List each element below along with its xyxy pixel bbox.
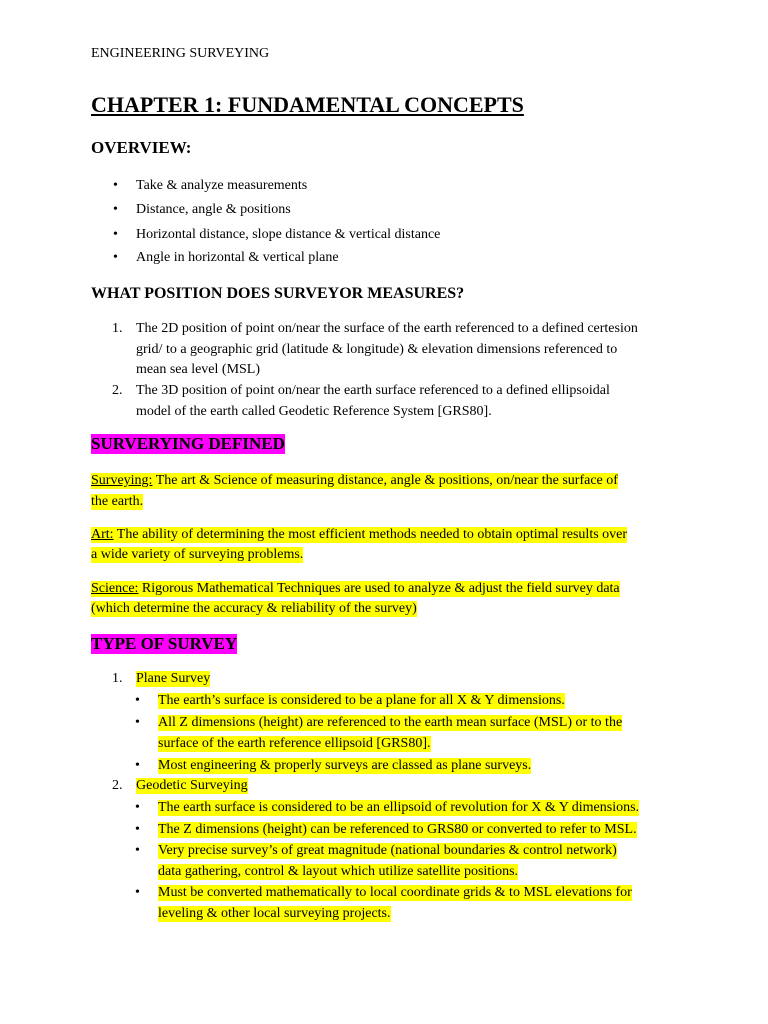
- chapter-title: CHAPTER 1: FUNDAMENTAL CONCEPTS: [91, 92, 524, 117]
- overview-item: • Take & analyze measurements: [136, 178, 307, 194]
- position-item-line: The 3D position of point on/near the earth surface referenced to a defined ellipsoidal: [136, 383, 610, 398]
- type-number: 2.: [112, 778, 123, 793]
- defined-heading: SURVERYING DEFINED: [91, 434, 285, 453]
- definition-text: Rigorous Mathematical Techniques are used to analyze & adjust the field survey data: [138, 581, 620, 596]
- position-item-line: The 2D position of point on/near the surface of the earth referenced to a defined certesion: [136, 321, 638, 336]
- art-term: Art:: [91, 527, 114, 542]
- type-bullet-continuation: surface of the earth reference ellipsoid [GRS80].: [158, 736, 431, 751]
- type-bullet: • Most engineering & properly surveys are classed as plane surveys.: [158, 758, 531, 774]
- definition-line: [91, 527, 627, 543]
- type-bullet-continuation: data gathering, control & layout which utilize satellite positions.: [158, 864, 519, 879]
- type-label: Geodetic Surveying: [136, 778, 248, 793]
- position-heading: WHAT POSITION DOES SURVEYOR MEASURES?: [91, 285, 465, 302]
- overview-item: • Angle in horizontal & vertical plane: [136, 250, 339, 266]
- definition-line: the earth.: [91, 494, 144, 509]
- position-item-line: mean sea level (MSL): [136, 362, 261, 377]
- type-bullet-continuation: leveling & other local surveying projects.: [158, 906, 391, 921]
- science-term: Science:: [91, 581, 139, 596]
- definition-text: The art & Science of measuring distance, angle & positions, on/near the surface of: [152, 473, 618, 488]
- position-item-line: grid/ to a geographic grid (latitude & longitude) & elevation dimensions referenced to: [136, 342, 618, 357]
- type-bullet: • Very precise survey’s of great magnitude (national boundaries & control network): [158, 843, 617, 859]
- surveying-term: Surveying:: [91, 473, 153, 488]
- type-number: 1.: [112, 671, 123, 686]
- definition-line: [91, 473, 618, 489]
- type-bullet: • All Z dimensions (height) are referenced to the earth mean surface (MSL) or to the: [158, 715, 622, 731]
- type-label: Plane Survey: [136, 671, 211, 686]
- position-item-line: model of the earth called Geodetic Reference System [GRS80].: [136, 404, 492, 419]
- overview-item: • Distance, angle & positions: [136, 202, 291, 218]
- definition-line: a wide variety of surveying problems.: [91, 547, 304, 562]
- type-bullet: • The earth’s surface is considered to be a plane for all X & Y dimensions.: [158, 693, 565, 709]
- running-header: ENGINEERING SURVEYING: [91, 46, 270, 61]
- definition-line: (which determine the accuracy & reliability of the survey): [91, 601, 417, 616]
- overview-heading: OVERVIEW:: [91, 138, 192, 157]
- type-bullet: • The earth surface is considered to be an ellipsoid of revolution for X & Y dimensions.: [158, 800, 639, 816]
- overview-item: • Horizontal distance, slope distance & vertical distance: [136, 227, 440, 243]
- position-item-number: 2.: [112, 383, 123, 398]
- definition-text: The ability of determining the most efficient methods needed to obtain optimal results over: [113, 527, 628, 542]
- position-item-number: 1.: [112, 321, 123, 336]
- types-heading: TYPE OF SURVEY: [91, 634, 238, 653]
- type-bullet: • Must be converted mathematically to local coordinate grids & to MSL elevations for: [158, 885, 632, 901]
- definition-line: [91, 581, 620, 597]
- type-bullet: • The Z dimensions (height) can be referenced to GRS80 or converted to refer to MSL.: [158, 822, 637, 838]
